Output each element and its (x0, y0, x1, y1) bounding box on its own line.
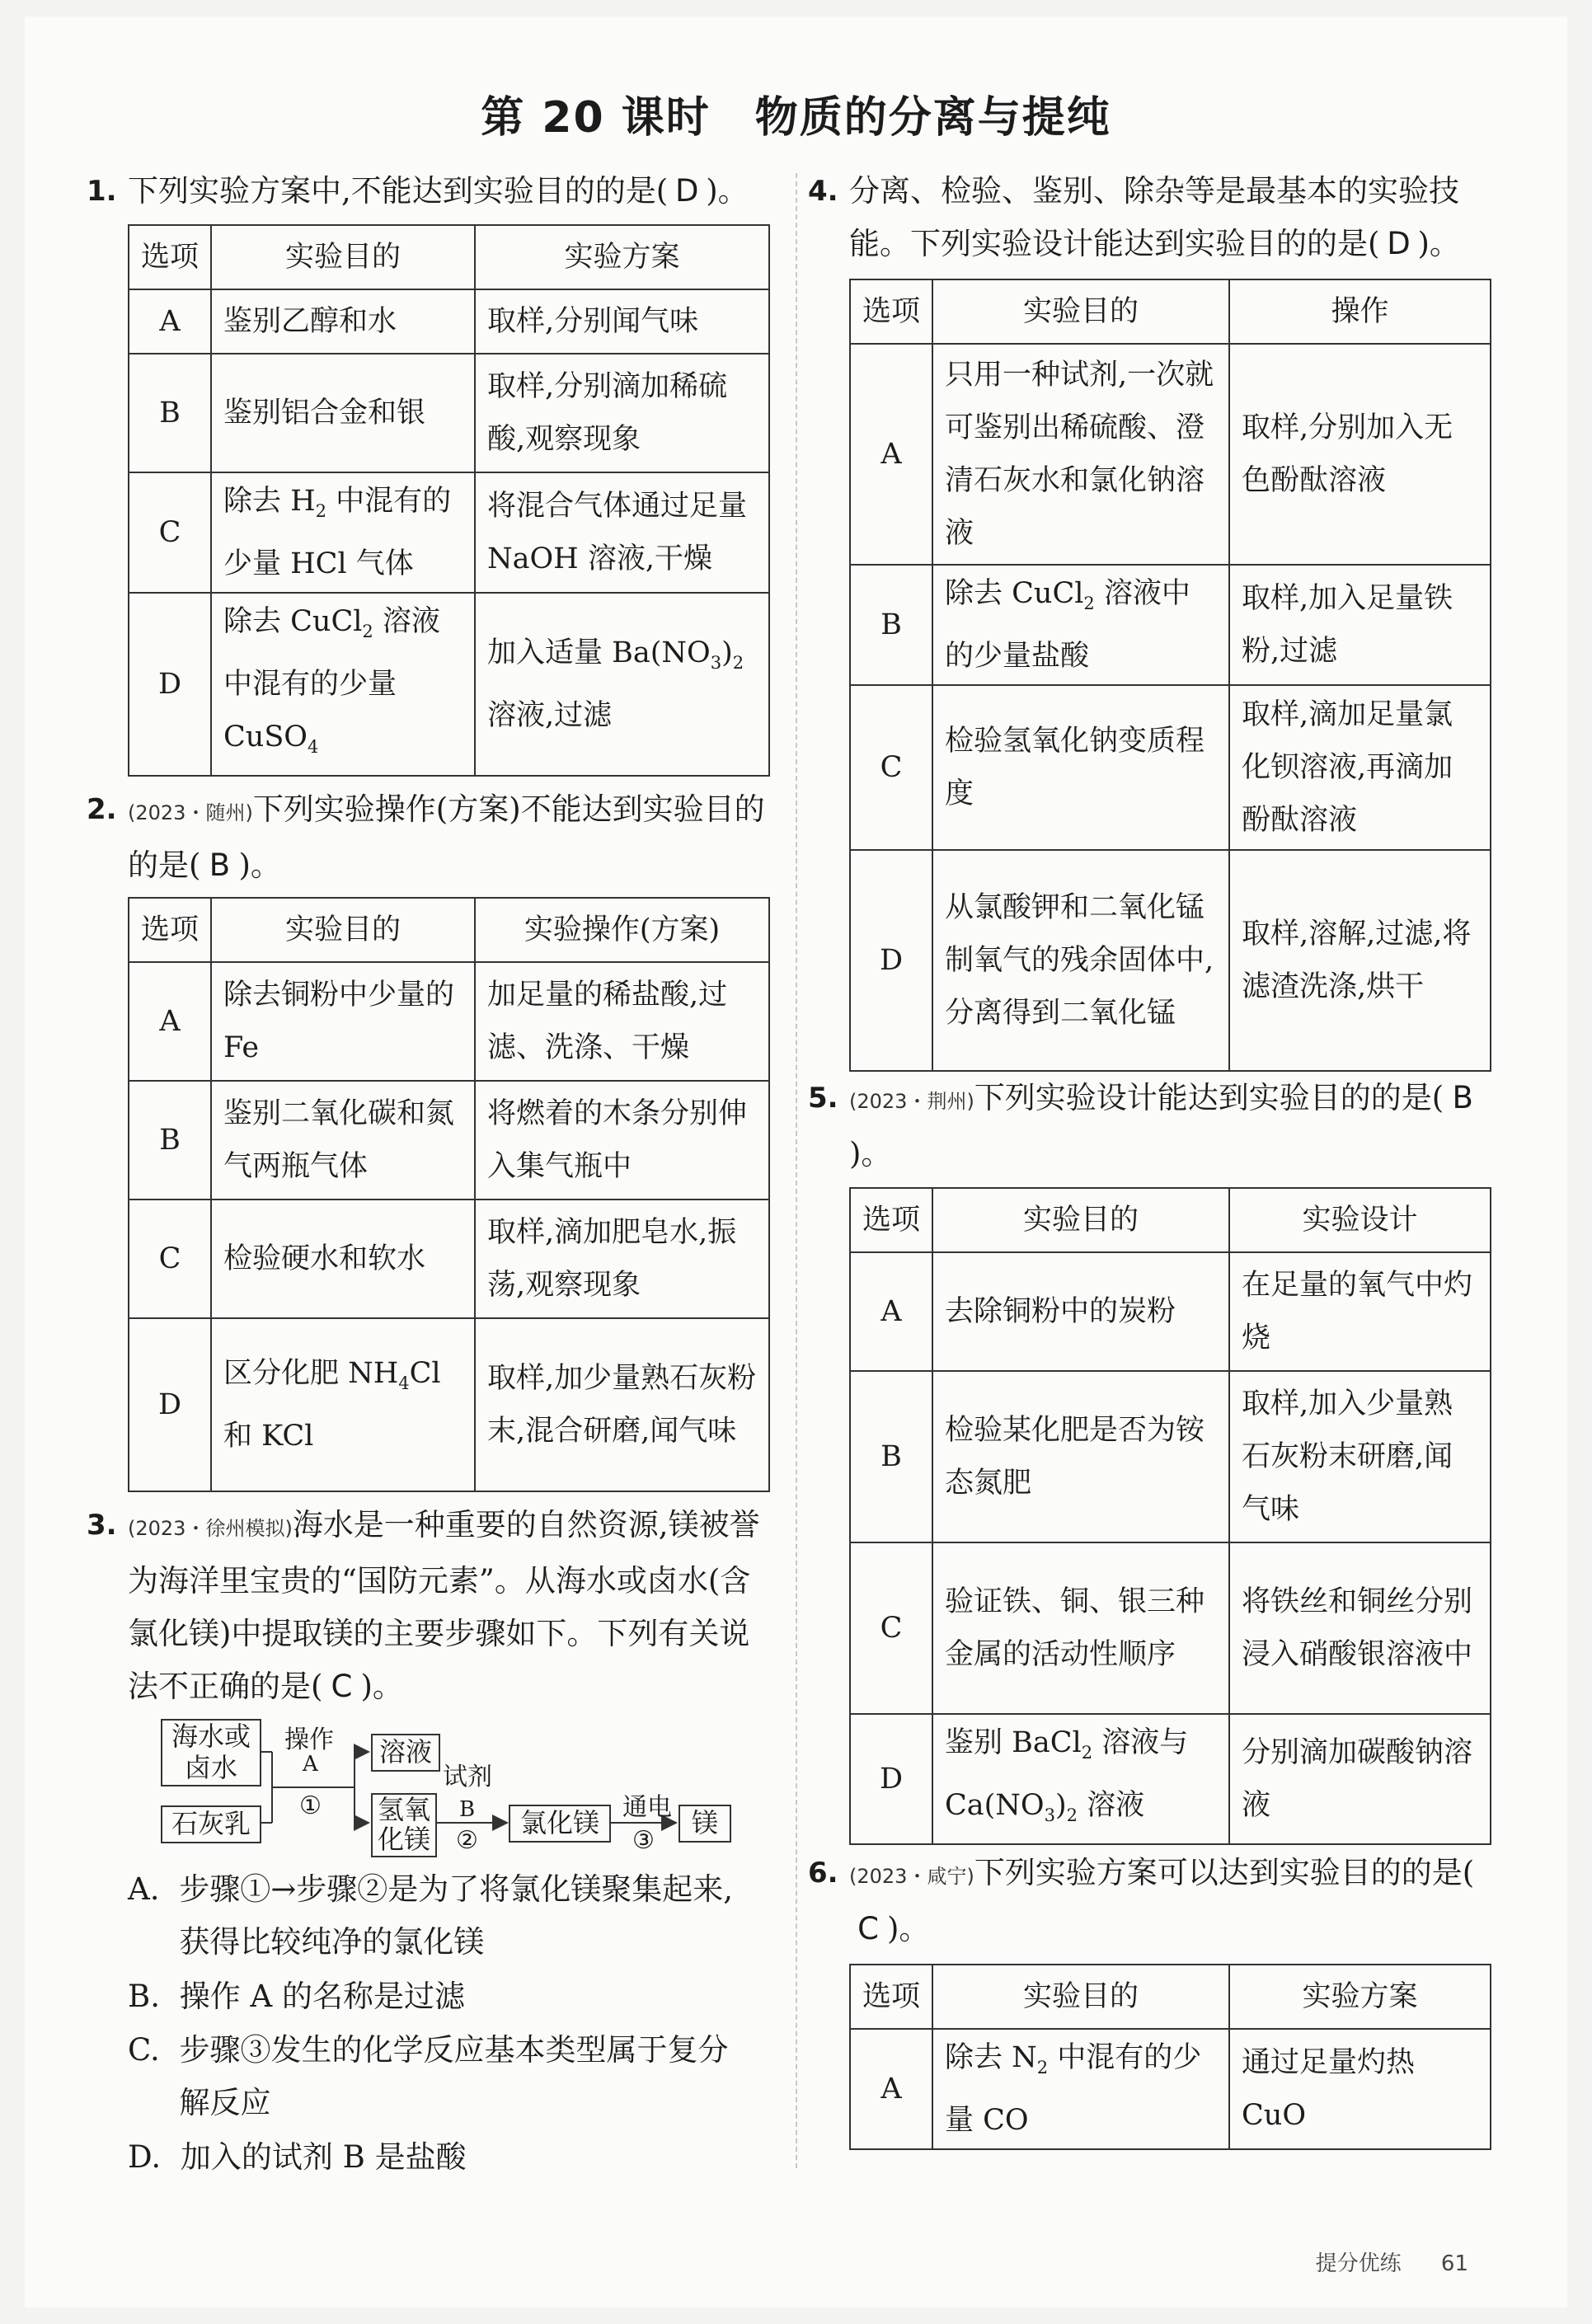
text: 除去 N (945, 2041, 1037, 2074)
question-number: 1. (87, 175, 117, 208)
subscript: 4 (308, 737, 319, 757)
goal-cell: 验证铁、铜、银三种金属的活动性顺序 (932, 1542, 1229, 1714)
option-cell: A (850, 344, 932, 565)
text: 鉴别 BaCl (945, 1726, 1082, 1759)
answer: D (674, 173, 699, 209)
table-row (850, 344, 1491, 565)
choice-label: B. (128, 1979, 160, 2014)
header-cell: 选项 (850, 279, 932, 344)
question-number: 3. (87, 1509, 117, 1542)
plan-cell: 取样,分别滴加稀硫酸,观察现象 (475, 354, 769, 472)
operation-label: 操作 (284, 1725, 334, 1754)
option-cell: D (129, 1318, 211, 1491)
table-row (129, 289, 769, 354)
table-row (850, 1714, 1491, 1844)
plan-cell: 取样,加少量熟石灰粉末,混合研磨,闻气味 (475, 1318, 769, 1491)
step-2-label: ② (456, 1826, 478, 1855)
goal-cell: 检验氢氧化钠变质程度 (932, 685, 1229, 850)
question-stem-end: )。 (706, 173, 749, 209)
goal-cell: 去除铜粉中的炭粉 (932, 1252, 1229, 1371)
plan-cell: 取样,分别闻气味 (475, 289, 769, 354)
table-row (129, 1200, 769, 1318)
option-cell: B (850, 1371, 932, 1542)
page-footer (1316, 2247, 1468, 2277)
choice-text: 加入的试剂 B 是盐酸 (180, 2139, 467, 2175)
q1-table (128, 224, 770, 777)
answer: B (209, 847, 231, 883)
header-cell: 实验目的 (932, 1188, 1229, 1252)
goal-cell: 除去铜粉中少量的 Fe (211, 962, 475, 1081)
question-stem-end: )。 (887, 1911, 930, 1946)
table-row (850, 1371, 1491, 1542)
table-row (850, 850, 1491, 1071)
goal-cell (211, 472, 475, 593)
question-stem-end: )。 (849, 1136, 892, 1171)
answer: B (1452, 1080, 1473, 1115)
subscript: 2 (362, 622, 373, 641)
option-cell: B (850, 565, 932, 685)
text: 除去 CuCl (223, 605, 363, 638)
plan-cell: 将燃着的木条分别伸入集气瓶中 (475, 1081, 769, 1200)
header-cell: 实验目的 (932, 1965, 1229, 2029)
option-cell: D (850, 850, 932, 1071)
plan-cell (475, 593, 769, 776)
header-cell: 实验设计 (1229, 1188, 1491, 1252)
goal-cell: 从氯酸钾和二氧化锰制氧气的残余固体中,分离得到二氧化锰 (932, 850, 1229, 1071)
step-3-label: ③ (632, 1826, 655, 1855)
question-source: (2023・随州) (128, 801, 253, 824)
table-row (129, 593, 769, 776)
question-stem: 下列实验方案可以达到实验目的的是( (974, 1855, 1475, 1890)
header-cell: 实验方案 (475, 225, 769, 289)
question-5 (808, 1072, 1505, 1181)
column-divider (796, 173, 797, 2168)
option-cell: C (850, 685, 932, 850)
text: 溶液中的少量盐酸 (945, 577, 1190, 673)
text: 加入适量 Ba(NO (487, 636, 711, 669)
question-4 (808, 165, 1505, 270)
option-cell: A (850, 2029, 932, 2149)
subscript: 2 (732, 653, 744, 673)
subscript: 2 (1066, 1805, 1078, 1825)
header-cell: 实验方案 (1229, 1965, 1491, 2029)
table-row (850, 2029, 1491, 2149)
question-stem-end: )。 (238, 847, 281, 883)
table-header-row (850, 279, 1491, 344)
text: 溶液中混有的少量 CuSO (223, 605, 440, 754)
subscript: 2 (1081, 1743, 1093, 1763)
option-cell: C (129, 1200, 211, 1318)
plan-cell: 取样,溶解,过滤,将滤渣洗涤,烘干 (1229, 850, 1491, 1071)
electrolysis-label: 通电 (622, 1793, 672, 1822)
option-cell: A (129, 962, 211, 1081)
question-source: (2023・荆州) (849, 1090, 974, 1113)
page-number: 61 (1440, 2251, 1468, 2276)
question-stem: 下列实验设计能达到实验目的的是( (974, 1080, 1444, 1115)
header-cell: 实验目的 (211, 225, 475, 289)
table-header-row (850, 1188, 1491, 1252)
option-cell: C (850, 1542, 932, 1714)
text: Cl 和 KCl (223, 1357, 441, 1453)
table-row (129, 1081, 769, 1200)
plan-cell: 取样,加入足量铁粉,过滤 (1229, 565, 1491, 685)
choice-d (128, 2131, 771, 2184)
text: 溶液,过滤 (487, 699, 613, 732)
plan-cell: 取样,滴加足量氯化钡溶液,再滴加酚酞溶液 (1229, 685, 1491, 850)
goal-cell: 检验某化肥是否为铵态氮肥 (932, 1371, 1229, 1542)
table-row (129, 962, 769, 1081)
plan-cell: 在足量的氧气中灼烧 (1229, 1252, 1491, 1371)
text: ) (1055, 1789, 1067, 1822)
text: 区分化肥 NH (223, 1357, 399, 1390)
question-source: (2023・徐州模拟) (128, 1517, 293, 1540)
question-stem: 下列实验操作(方案)不能达到实验目的的是( (128, 791, 765, 883)
question-stem-end: )。 (360, 1669, 403, 1704)
goal-cell (211, 1318, 475, 1491)
goal-cell (932, 2029, 1229, 2149)
seawater-box: 海水或卤水 (161, 1719, 261, 1786)
answer: C (857, 1911, 879, 1946)
choice-a (128, 1863, 771, 1969)
choice-label: C. (128, 2032, 160, 2068)
text: 溶液与 Ca(NO (945, 1726, 1189, 1822)
question-source: (2023・咸宁) (849, 1865, 974, 1888)
q4-table (849, 279, 1491, 1072)
text: 中混有的少量 CO (945, 2041, 1202, 2137)
mg-chloride-box: 氯化镁 (509, 1805, 611, 1843)
lime-milk-box: 石灰乳 (161, 1805, 261, 1843)
goal-cell: 鉴别二氧化碳和氮气两瓶气体 (211, 1081, 475, 1200)
table-row (850, 1542, 1491, 1714)
choice-text: 步骤①→步骤②是为了将氯化镁聚集起来,获得比较纯净的氯化镁 (179, 1871, 734, 1960)
q6-table (849, 1964, 1491, 2150)
subscript: 2 (315, 501, 327, 521)
goal-cell: 检验硬水和软水 (211, 1200, 475, 1318)
question-stem-end: )。 (1417, 226, 1460, 261)
table-row (129, 1318, 769, 1491)
question-number: 4. (808, 175, 838, 208)
question-1 (87, 165, 787, 218)
q2-table (128, 897, 770, 1492)
footer-label: 提分优练 (1315, 2251, 1402, 2276)
question-2 (87, 783, 775, 892)
text: ) (721, 636, 733, 669)
magnesium-box: 镁 (679, 1805, 731, 1843)
header-cell: 实验操作(方案) (475, 898, 769, 962)
text: 除去 H (223, 485, 316, 518)
header-cell: 操作 (1229, 279, 1491, 344)
table-row (850, 1252, 1491, 1371)
table-row (850, 685, 1491, 850)
plan-cell: 取样,分别加入无色酚酞溶液 (1229, 344, 1491, 565)
header-cell: 选项 (129, 898, 211, 962)
plan-cell: 取样,滴加肥皂水,振荡,观察现象 (475, 1200, 769, 1318)
question-6 (808, 1847, 1505, 1955)
choice-label: D. (128, 2139, 162, 2175)
subscript: 2 (1036, 2058, 1049, 2078)
process-flow-diagram (161, 1719, 754, 1855)
question-stem: 下列实验方案中,不能达到实验目的的是( (128, 173, 669, 209)
operation-a-label: A (303, 1752, 318, 1777)
option-cell: A (129, 289, 211, 354)
header-cell: 实验目的 (932, 279, 1229, 344)
subscript: 3 (1044, 1805, 1055, 1825)
choice-text: 步骤③发生的化学反应基本类型属于复分解反应 (179, 2032, 729, 2120)
header-cell: 选项 (129, 225, 211, 289)
question-stem: 海水是一种重要的自然资源,镁被誉为海洋里宝贵的“国防元素”。从海水或卤水(含氯化镁)中提取镁的主要步骤如下。下列有关说法不正确的是( (128, 1507, 760, 1704)
goal-cell: 鉴别铝合金和银 (211, 354, 475, 472)
plan-cell: 将铁丝和铜丝分别浸入硝酸银溶液中 (1229, 1542, 1491, 1714)
table-header-row (129, 898, 769, 962)
goal-cell: 鉴别乙醇和水 (211, 289, 475, 354)
goal-cell: 只用一种试剂,一次就可鉴别出稀硫酸、澄清石灰水和氯化钠溶液 (932, 344, 1229, 565)
choice-label: A. (128, 1871, 160, 1907)
choice-text: 操作 A 的名称是过滤 (179, 1979, 465, 2014)
plan-cell: 通过足量灼热 CuO (1229, 2029, 1491, 2149)
table-row (850, 565, 1491, 685)
question-3 (87, 1499, 775, 1713)
page-title: 第 20 课时 物质的分离与提纯 (481, 93, 1111, 143)
q5-table (849, 1187, 1491, 1845)
goal-cell (211, 593, 475, 776)
table-row (129, 354, 769, 472)
text: 除去 CuCl (945, 577, 1084, 610)
solution-box: 溶液 (371, 1734, 440, 1772)
reagent-label: 试剂 (443, 1763, 492, 1791)
answer: D (1387, 226, 1411, 261)
subscript: 3 (710, 653, 722, 673)
choice-b (128, 1970, 771, 2023)
goal-cell (932, 565, 1229, 685)
question-number: 2. (87, 793, 117, 826)
reagent-b-label: B (459, 1797, 476, 1822)
plan-cell: 将混合气体通过足量 NaOH 溶液,干燥 (475, 472, 769, 593)
question-stem: 分离、检验、鉴别、除杂等是最基本的实验技能。下列实验设计能达到实验目的的是( (849, 173, 1459, 261)
option-cell: B (129, 354, 211, 472)
option-cell: B (129, 1081, 211, 1200)
choice-c (128, 2024, 771, 2129)
option-cell: C (129, 472, 211, 593)
option-cell: D (850, 1714, 932, 1844)
table-row (129, 472, 769, 593)
option-cell: D (129, 593, 211, 776)
header-cell: 实验目的 (211, 898, 475, 962)
question-number: 5. (808, 1082, 838, 1115)
plan-cell: 加足量的稀盐酸,过滤、洗涤、干燥 (475, 962, 769, 1081)
option-cell: A (850, 1252, 932, 1371)
header-cell: 选项 (850, 1965, 932, 2029)
plan-cell: 分别滴加碳酸钠溶液 (1229, 1714, 1491, 1844)
answer: C (331, 1669, 353, 1704)
plan-cell: 取样,加入少量熟石灰粉末研磨,闻气味 (1229, 1371, 1491, 1542)
mg-hydroxide-box: 氢氧化镁 (371, 1793, 437, 1857)
table-header-row (850, 1965, 1491, 2029)
goal-cell (932, 1714, 1229, 1844)
subscript: 2 (1083, 594, 1095, 613)
text: 溶液 (1078, 1789, 1145, 1822)
question-number: 6. (808, 1857, 838, 1890)
step-1-label: ① (299, 1791, 322, 1820)
table-header-row (129, 225, 769, 289)
header-cell: 选项 (850, 1188, 932, 1252)
text: 中混有的少量 HCl 气体 (223, 485, 452, 580)
subscript: 4 (398, 1373, 410, 1393)
